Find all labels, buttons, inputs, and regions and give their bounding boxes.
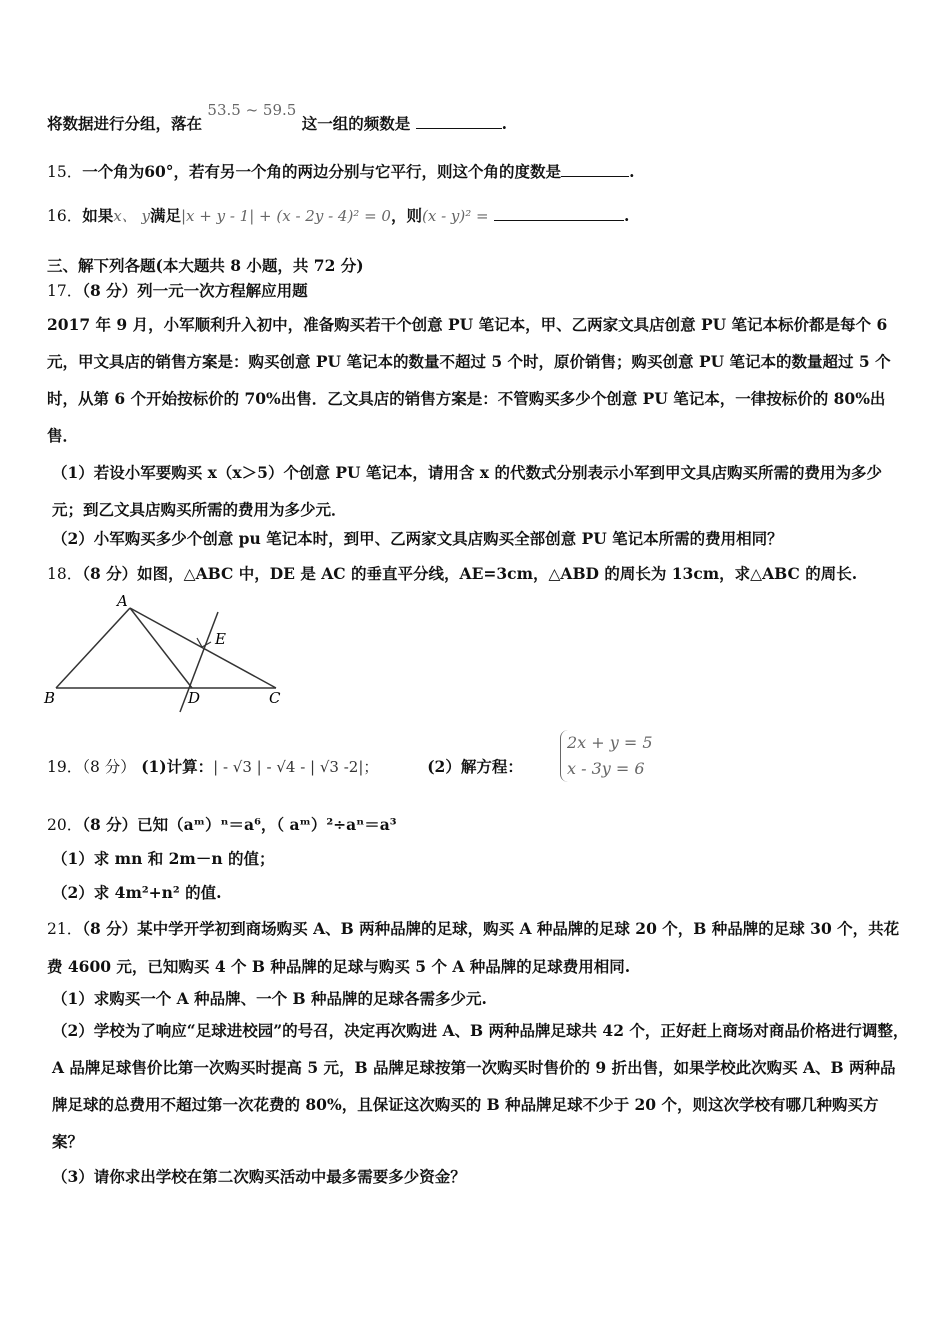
q20-number: 20． [47,816,83,834]
label-a: A [117,592,128,610]
q14-answer-blank [416,128,502,129]
q21-body [47,910,909,985]
q15-end: . [629,162,635,181]
q21-part3: （3）请你求出学校在第二次购买活动中最多需要多少资金？ [52,1167,466,1186]
q16-target: (x - y)² = [421,207,489,225]
equation-system [560,730,653,782]
segment-ab [56,608,130,688]
label-b: B [44,689,56,707]
q20-part2: （2）求 4m²+n² 的值. [52,883,222,902]
q19-line [47,756,910,778]
q17-heading [47,280,910,302]
q17-number: 17． [47,282,83,300]
q20-text: （8 分）已知（aᵐ）ⁿ＝a⁶，（ aᵐ）²÷aⁿ＝a³ [82,815,397,834]
q16-expression: |x + y - 1| + (x - 2y - 4)² = 0 [180,207,391,225]
q21-text: （8 分）某中学开学初到商场购买 A、B 两种品牌的足球，购买 A 种品牌的足球 20 个，B 种品牌的足球 30 个，共花费 4600 元，已知购买 4 个 B 种品牌的足球与购买 5 个 A 种品牌的足球费用相同. [47,919,900,976]
equation-2: x - 3y = 6 [567,759,645,778]
q16-vars: x、 y [113,207,150,225]
q18-text: （8 分）如图，△ABC 中，DE 是 AC 的垂直平分线，AE=3cm，△ABD 的周长为 13cm，求△ABC 的周长. [82,564,858,583]
q19-number: 19． [47,758,83,776]
q20-part1: （1）求 mn 和 2m－n 的值； [52,849,275,868]
q16-end: . [623,206,630,225]
q18-line [47,563,910,585]
label-e: E [215,630,226,648]
q14-end: . [501,114,508,133]
q15-line [47,161,910,183]
q17-part1: （1）若设小军要购买 x（x＞5）个创意 PU 笔记本，请用含 x 的代数式分别表示小军到甲文具店购买所需的费用为多少元；到乙文具店购买所需的费用为多少元． [52,463,882,519]
q17-part2: （2）小军购买多少个创意 pu 笔记本时，到甲、乙两家文具店购买全部创意 PU 笔记本所需的费用相同？ [52,529,783,548]
q16-number: 16． [47,207,83,225]
q19-score: （8 分） [82,758,136,776]
q16-line [47,205,910,227]
q15-number: 15． [47,163,83,181]
label-c: C [269,689,281,707]
q21-part1: （1）求购买一个 A 种品牌、一个 B 种品牌的足球各需多少元. [52,989,487,1008]
q16-then: ，则 [390,206,422,225]
equation-1: 2x + y = 5 [567,733,653,752]
section-3-heading: 三、解下列各题(本大题共 8 小题，共 72 分) [47,256,364,275]
q16-answer-blank [494,220,624,221]
q15-answer-blank [561,176,629,177]
q16-pre: 如果 [82,206,114,225]
label-d: D [188,689,201,707]
q17-head: （8 分）列一元一次方程解应用题 [82,281,308,300]
q14-post: 这一组的频数是 [301,114,411,133]
q16-mid: 满足 [149,206,181,225]
q19-part2-label: (2）解方程： [427,757,523,776]
q19-calc-expression: | - √3 | - √4 - | √3 -2|； [213,758,379,776]
q20-line [47,814,910,836]
q15-text: 一个角为60°，若有另一个角的两边分别与它平行，则这个角的度数是 [82,162,562,181]
q18-number: 18． [47,565,83,583]
segment-ac [130,608,276,688]
q21-part2: （2）学校为了响应“足球进校园”的号召，决定再次购进 A、B 两种品牌足球共 42 个，正好赶上商场对商品价格进行调整，A 品牌足球售价比第一次购买时提高 5 元，B 品牌足球按第一次购买时售价的 9 折出售，如果学校此次购买 A、B 两种品牌足球的总费用不超过第一次花费的 80%，且保证这次购买的 B 种品牌足球不少于 20 个，则这次学校有哪几种购买方案？ [52,1021,909,1151]
q21-number: 21． [47,920,83,938]
q14-pre: 将数据进行分组，落在 [47,114,203,133]
q19-part1-label: (1)计算： [141,757,214,776]
q14-interval: 53.5 ~ 59.5 [207,101,297,119]
q14-tail-line [47,101,910,135]
triangle-figure [40,590,300,720]
segment-ad [130,608,192,688]
q17-body: 2017 年 9 月，小军顺利升入初中，准备购买若干个创意 PU 笔记本，甲、乙两家文具店创意 PU 笔记本标价都是每个 6 元，甲文具店的销售方案是：购买创意 PU 笔记本的数量不超过 5 个时，原价销售；购买创意 PU 笔记本的数量超过 5 个时，从第 6 个开始按标价的 70%出售．乙文具店的销售方案是：不管购买多少个创意 PU 笔记本，一律按标价的 80%出售． [47,315,891,445]
